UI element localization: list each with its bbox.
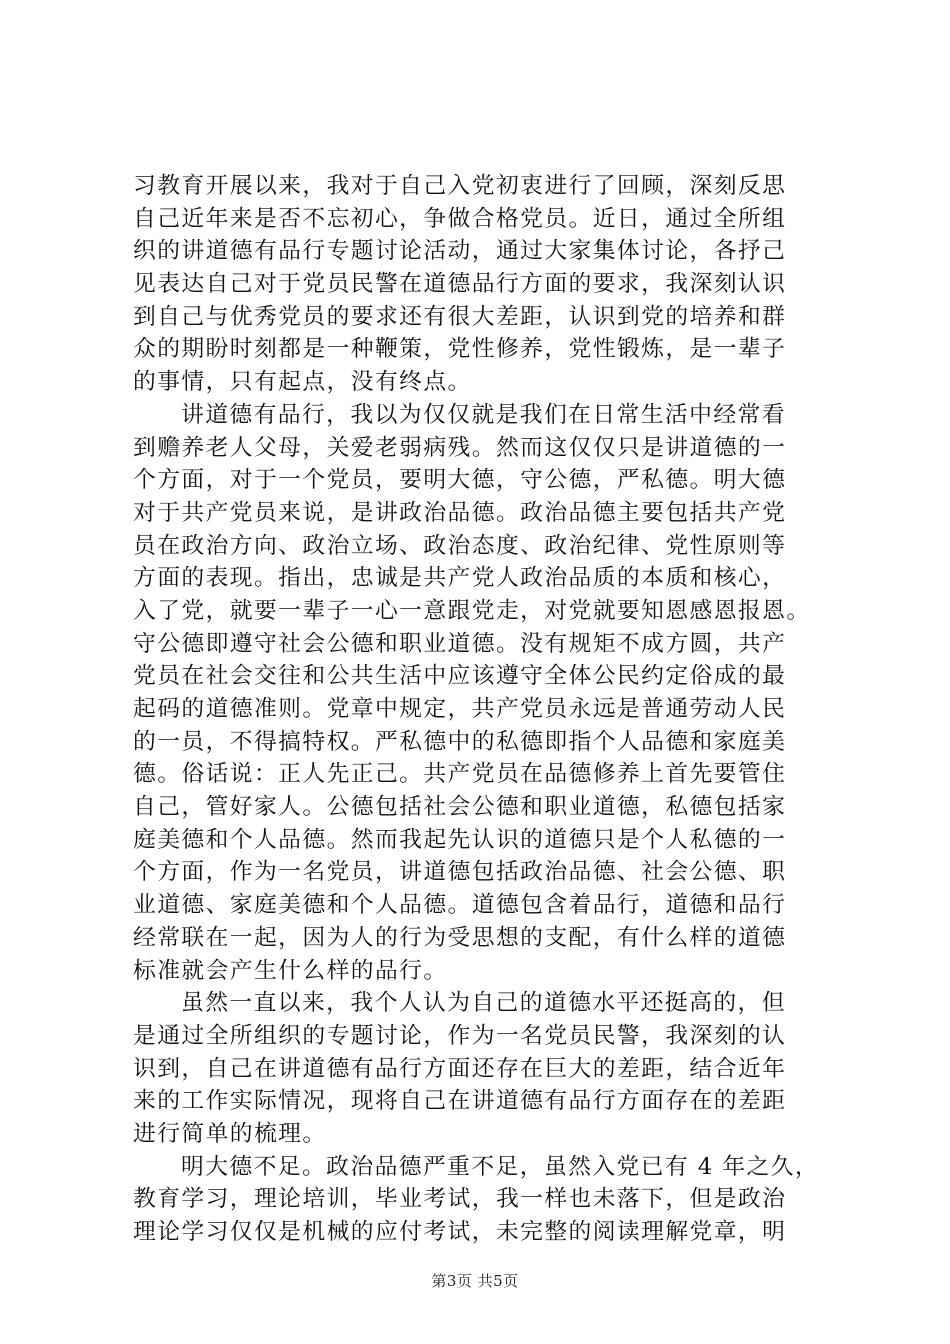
text-line: 党员在社会交往和公共生活中应该遵守全体公民约定俗成的最 (133, 663, 787, 690)
text-line: 到赡养老人父母，关爱老弱病残。然而这仅仅只是讲道德的一 (133, 434, 787, 461)
document-body (133, 170, 833, 1249)
text-line: 德。俗话说：正人先正己。共产党员在品德修养上首先要管住 (133, 761, 787, 788)
text-line: 习教育开展以来，我对于自己入党初衷进行了回顾，深刻反思 (133, 173, 787, 199)
text-line: 的事情，只有起点，没有终点。 (133, 369, 472, 396)
text-line: 的一员，不得搞特权。严私德中的私德即指个人品德和家庭美 (133, 728, 787, 755)
text-line: 到自己与优秀党员的要求还有很大差距，认识到党的培养和群 (133, 303, 787, 330)
text-line: 对于共产党员来说，是讲政治品德。政治品德主要包括共产党 (133, 499, 787, 526)
text-line: 方面的表现。指出，忠诚是共产党人政治品质的本质和核心， (133, 565, 787, 592)
text-line: 虽然一直以来，我个人认为自己的道德水平还挺高的，但 (181, 990, 786, 1017)
text-line: 讲道德有品行，我以为仅仅就是我们在日常生活中经常看 (181, 401, 786, 428)
text-line: 织的讲道德有品行专题讨论活动，通过大家集体讨论，各抒己 (133, 238, 787, 265)
text-line: 来的工作实际情况，现将自己在讲道德有品行方面存在的差距 (133, 1088, 787, 1115)
text-line: 标准就会产生什么样的品行。 (133, 957, 448, 984)
text-line: 进行简单的梳理。 (133, 1120, 327, 1147)
text-line: 自己近年来是否不忘初心，争做合格党员。近日，通过全所组 (133, 205, 787, 232)
text-line: 业道德、家庭美德和个人品德。道德包含着品行，道德和品行 (133, 892, 787, 919)
text-line: 经常联在一起，因为人的行为受思想的支配，有什么样的道德 (133, 924, 787, 951)
text-line: 个方面，对于一个党员，要明大德，守公德，严私德。明大德 (133, 467, 787, 494)
text-line: 众的期盼时刻都是一种鞭策，党性修养，党性锻炼，是一辈子 (133, 336, 787, 363)
text-line: 个方面，作为一名党员，讲道德包括政治品德、社会公德、职 (133, 859, 787, 886)
text-line: 识到，自己在讲道德有品行方面还存在巨大的差距，结合近年 (133, 1055, 787, 1082)
text-line: 入了党，就要一辈子一心一意跟党走，对党就要知恩感恩报恩。 (133, 597, 811, 624)
text-line: 明大德不足。政治品德严重不足，虽然入党已有 4 年之久， (181, 1153, 820, 1180)
text-line: 员在政治方向、政治立场、政治态度、政治纪律、党性原则等 (133, 532, 787, 559)
text-line: 起码的道德准则。党章中规定，共产党员永远是普通劳动人民 (133, 696, 787, 722)
text-line: 教育学习，理论培训，毕业考试，我一样也未落下，但是政治 (133, 1186, 787, 1213)
text-line: 守公德即遵守社会公德和职业道德。没有规矩不成方圆，共产 (133, 630, 787, 657)
text-line: 是通过全所组织的专题讨论，作为一名党员民警，我深刻的认 (133, 1022, 787, 1049)
page-footer: 第3页 共5页 (431, 1272, 519, 1290)
text-line: 自己，管好家人。公德包括社会公德和职业道德，私德包括家 (133, 794, 787, 821)
text-line: 庭美德和个人品德。然而我起先认识的道德只是个人私德的一 (133, 826, 787, 853)
text-line: 见表达自己对于党员民警在道德品行方面的要求，我深刻认识 (133, 271, 787, 298)
text-line: 理论学习仅仅是机械的应付考试，未完整的阅读理解党章，明 (133, 1219, 787, 1245)
